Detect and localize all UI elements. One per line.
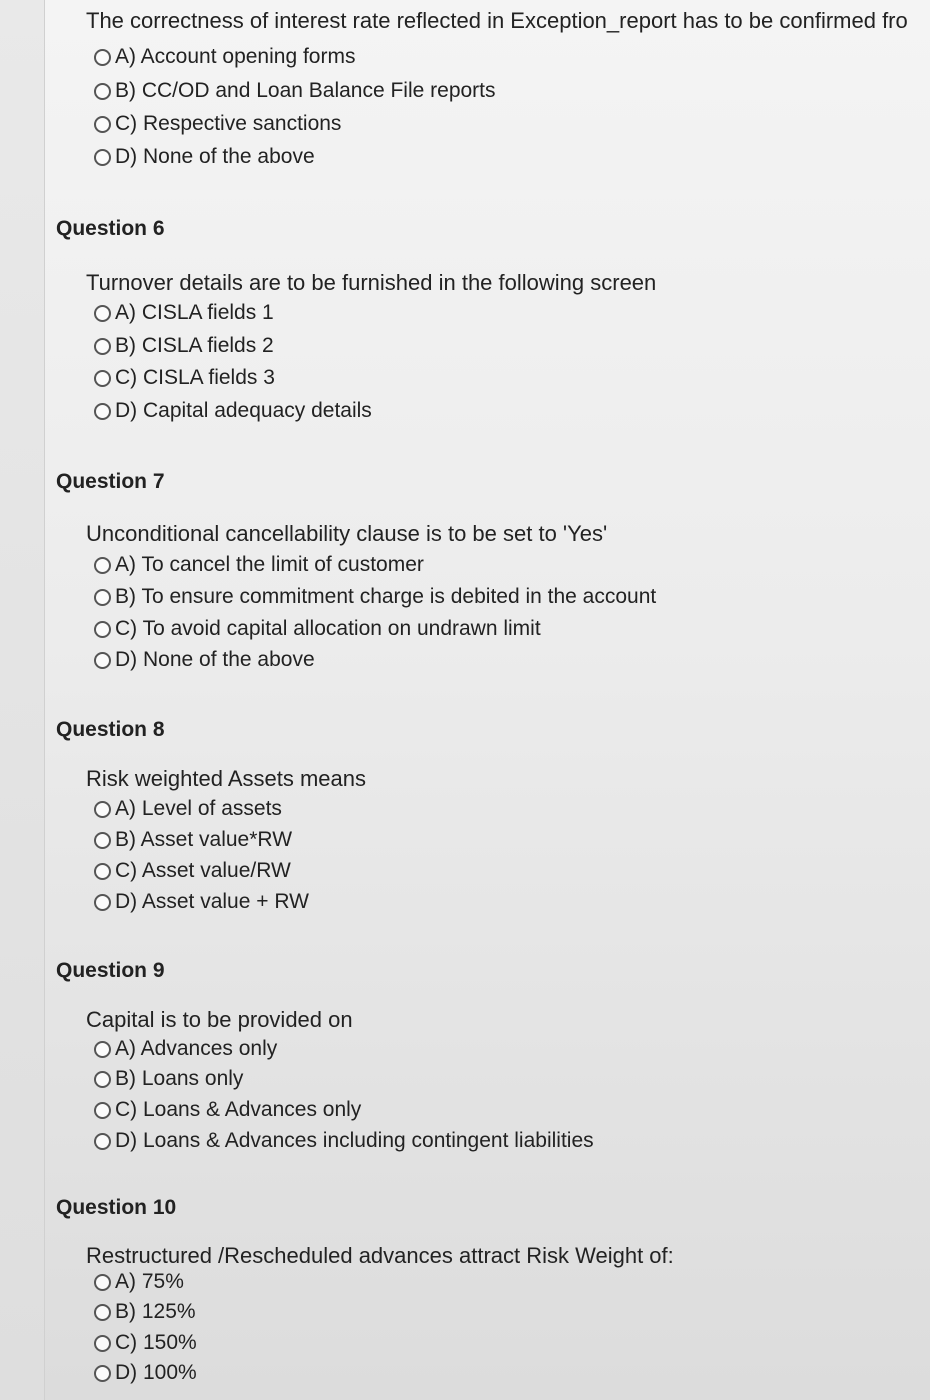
question-9-option-d[interactable]	[94, 1126, 594, 1156]
radio-button-icon[interactable]	[94, 83, 111, 100]
radio-button-icon[interactable]	[94, 49, 111, 66]
option-label: B) CISLA fields 2	[115, 334, 274, 357]
question-10-option-c[interactable]	[94, 1328, 197, 1358]
radio-button-icon[interactable]	[94, 1133, 111, 1150]
question-7-option-d[interactable]	[94, 645, 315, 675]
question-7-option-b[interactable]	[94, 582, 656, 612]
option-label: B) CC/OD and Loan Balance File reports	[115, 79, 496, 102]
question-5-option-c[interactable]	[94, 109, 341, 139]
question-9-option-a[interactable]	[94, 1034, 277, 1064]
question-9-option-c[interactable]	[94, 1095, 361, 1125]
question-6-title: Question 6	[56, 217, 165, 240]
question-10-option-a[interactable]	[94, 1267, 184, 1297]
radio-button-icon[interactable]	[94, 832, 111, 849]
question-7-option-c[interactable]	[94, 614, 541, 644]
question-8-option-c[interactable]	[94, 856, 291, 886]
question-8-text: Risk weighted Assets means	[86, 766, 367, 791]
question-10-text: Restructured /Rescheduled advances attract Risk Weight of:	[86, 1243, 674, 1268]
option-label: B) 125%	[115, 1300, 196, 1323]
radio-button-icon[interactable]	[94, 1041, 111, 1058]
radio-button-icon[interactable]	[94, 1071, 111, 1088]
radio-button-icon[interactable]	[94, 1335, 111, 1352]
option-label: D) None of the above	[115, 145, 315, 168]
question-7-title: Question 7	[56, 470, 165, 493]
question-6-option-a[interactable]	[94, 298, 274, 328]
question-9-title: Question 9	[56, 959, 165, 982]
question-8-option-a[interactable]	[94, 794, 282, 824]
radio-button-icon[interactable]	[94, 338, 111, 355]
radio-button-icon[interactable]	[94, 1274, 111, 1291]
radio-button-icon[interactable]	[94, 621, 111, 638]
question-8-title: Question 8	[56, 718, 165, 741]
question-5-option-d[interactable]	[94, 142, 315, 172]
radio-button-icon[interactable]	[94, 863, 111, 880]
radio-button-icon[interactable]	[94, 1365, 111, 1382]
option-label: D) Asset value + RW	[115, 890, 309, 913]
option-label: A) 75%	[115, 1270, 184, 1293]
radio-button-icon[interactable]	[94, 894, 111, 911]
radio-button-icon[interactable]	[94, 305, 111, 322]
question-10-title: Question 10	[56, 1196, 177, 1219]
radio-button-icon[interactable]	[94, 801, 111, 818]
question-10-option-b[interactable]	[94, 1297, 196, 1327]
option-label: D) Capital adequacy details	[115, 399, 372, 422]
radio-button-icon[interactable]	[94, 1304, 111, 1321]
option-label: C) Asset value/RW	[115, 859, 291, 882]
option-label: A) Advances only	[115, 1037, 278, 1060]
option-label: A) CISLA fields 1	[115, 301, 274, 324]
question-6-text: Turnover details are to be furnished in the following screen	[86, 270, 657, 295]
question-6-option-b[interactable]	[94, 331, 274, 361]
question-10-option-d[interactable]	[94, 1358, 197, 1388]
page-left-margin	[0, 0, 45, 1400]
option-label: A) Level of assets	[115, 797, 282, 820]
option-label: A) Account opening forms	[115, 45, 356, 68]
option-label: C) CISLA fields 3	[115, 366, 275, 389]
question-8-option-d[interactable]	[94, 887, 309, 917]
question-6-option-d[interactable]	[94, 396, 372, 426]
question-7-text: Unconditional cancellability clause is to be set to 'Yes'	[86, 521, 608, 546]
option-label: B) To ensure commitment charge is debited in the account	[115, 585, 657, 608]
question-7-option-a[interactable]	[94, 550, 424, 580]
radio-button-icon[interactable]	[94, 370, 111, 387]
option-label: D) 100%	[115, 1361, 197, 1384]
question-9-option-b[interactable]	[94, 1064, 243, 1094]
question-5-text: The correctness of interest rate reflected in Exception_report has to be confirmed fro	[86, 8, 908, 33]
question-6-option-c[interactable]	[94, 363, 275, 393]
radio-button-icon[interactable]	[94, 557, 111, 574]
option-label: D) Loans & Advances including contingent liabilities	[115, 1129, 594, 1152]
radio-button-icon[interactable]	[94, 116, 111, 133]
radio-button-icon[interactable]	[94, 589, 111, 606]
question-5-option-a[interactable]	[94, 42, 355, 72]
option-label: B) Loans only	[115, 1067, 244, 1090]
option-label: A) To cancel the limit of customer	[115, 553, 424, 576]
radio-button-icon[interactable]	[94, 1102, 111, 1119]
question-9-text: Capital is to be provided on	[86, 1007, 353, 1032]
option-label: D) None of the above	[115, 648, 315, 671]
radio-button-icon[interactable]	[94, 149, 111, 166]
option-label: C) Loans & Advances only	[115, 1098, 362, 1121]
radio-button-icon[interactable]	[94, 652, 111, 669]
question-8-option-b[interactable]	[94, 825, 292, 855]
option-label: C) To avoid capital allocation on undrawn limit	[115, 617, 541, 640]
radio-button-icon[interactable]	[94, 403, 111, 420]
option-label: C) Respective sanctions	[115, 112, 342, 135]
question-5-option-b[interactable]	[94, 76, 496, 106]
option-label: C) 150%	[115, 1331, 197, 1354]
option-label: B) Asset value*RW	[115, 828, 293, 851]
